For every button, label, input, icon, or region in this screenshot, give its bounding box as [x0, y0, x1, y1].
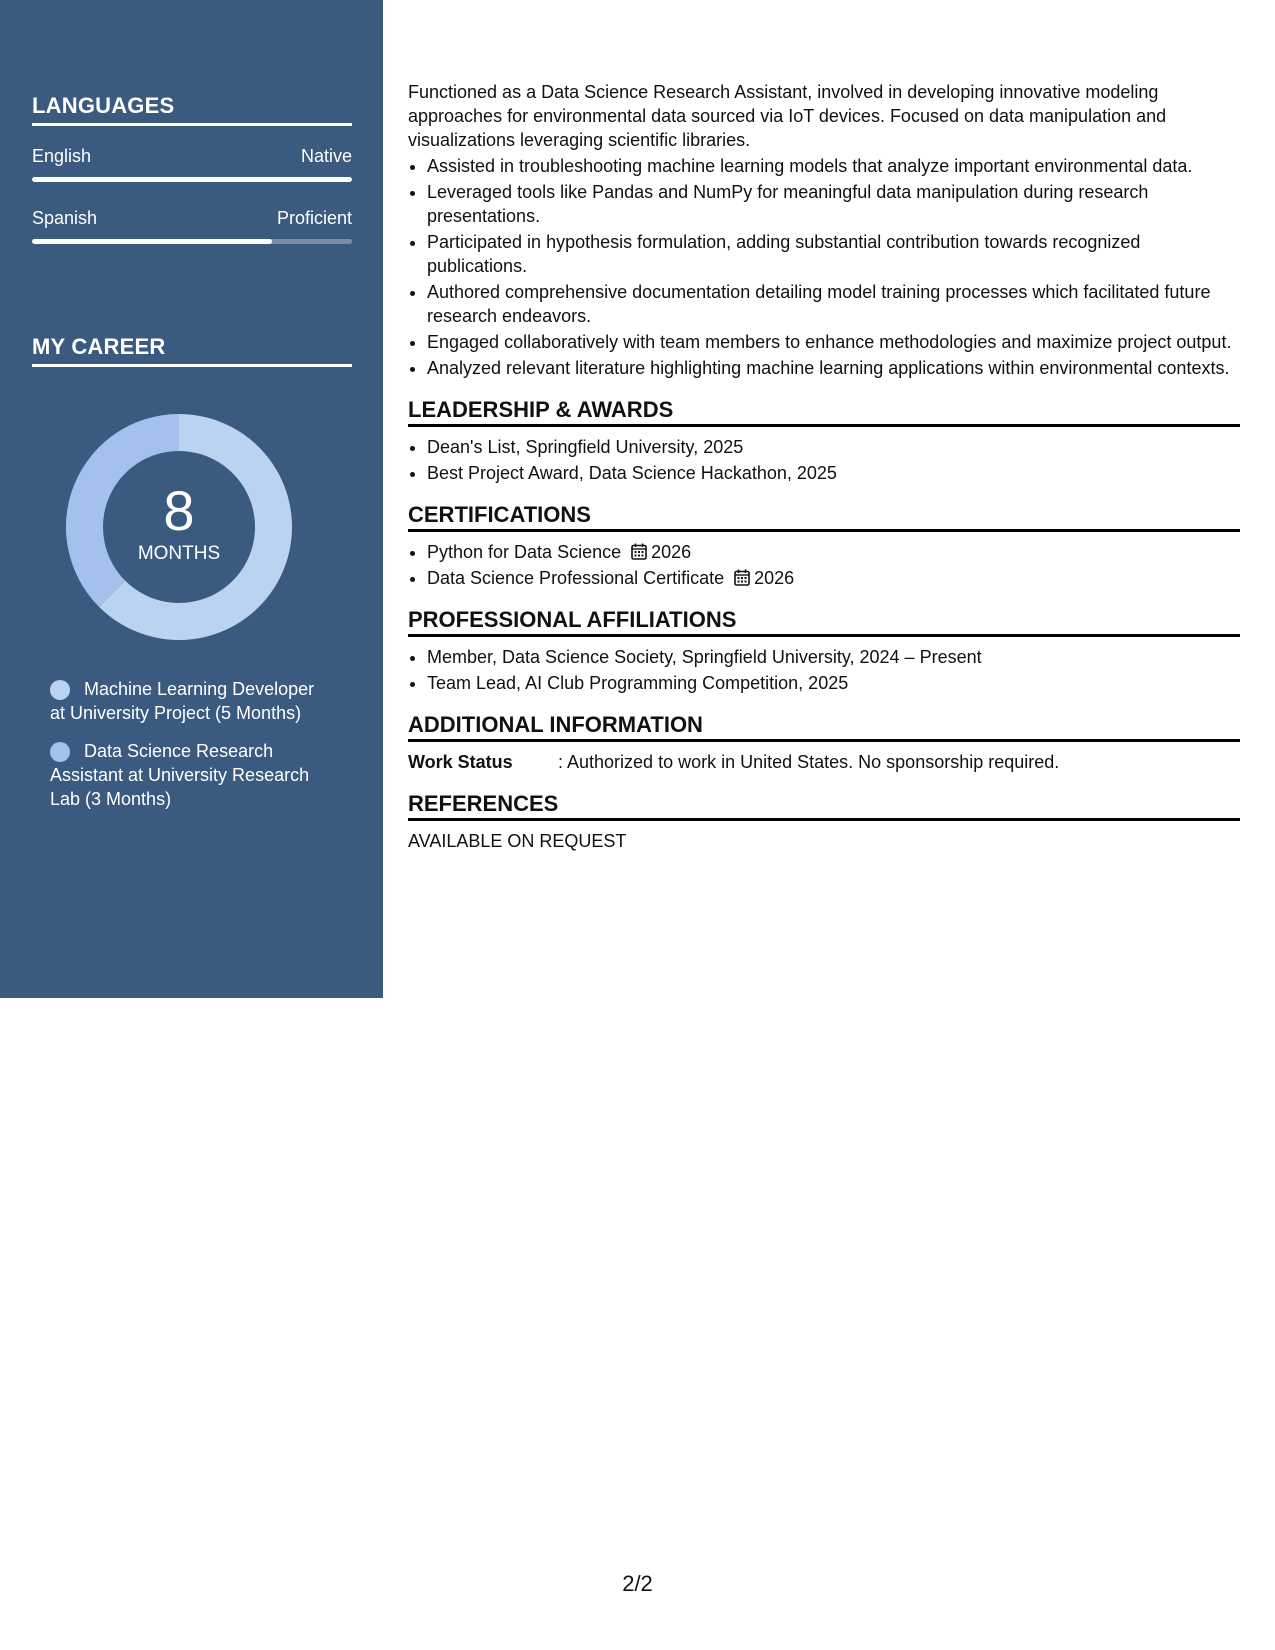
language-proficiency-fill: [32, 177, 352, 182]
affiliation-item: • Member, Data Science Society, Springfield University, 2024 – Present: [427, 645, 1240, 669]
experience-bullet: • Leveraged tools like Pandas and NumPy for meaningful data manipulation during research presentations.: [427, 180, 1240, 228]
awards-list: [408, 435, 1240, 485]
experience-bullets: [408, 154, 1240, 380]
references-text: AVAILABLE ON REQUEST: [408, 831, 627, 851]
language-item: [32, 208, 352, 244]
language-proficiency-bar: [32, 177, 352, 182]
career-legend-item: [50, 677, 330, 725]
certification-year: 2026: [651, 542, 692, 562]
experience-bullet: • Assisted in troubleshooting machine learning models that analyze important environmental data.: [427, 154, 1240, 178]
language-level: Native: [300, 146, 352, 166]
career-donut-chart: [66, 414, 292, 640]
certifications-heading: CERTIFICATIONS: [408, 503, 1240, 532]
main-content: [408, 80, 1240, 853]
certification-name: Data Science Professional Certificate: [427, 568, 725, 588]
sidebar: [0, 0, 383, 998]
career-total-value: 8: [163, 479, 195, 542]
certification-name: Python for Data Science: [427, 542, 622, 562]
language-name: Spanish: [32, 208, 98, 228]
language-proficiency-fill: [32, 239, 272, 244]
award-item: • Dean's List, Springfield University, 2025: [427, 435, 1240, 459]
language-item: [32, 146, 352, 182]
career-legend-label: Machine Learning Developer at University Project (5 Months): [50, 679, 315, 723]
calendar-icon: [734, 569, 750, 586]
experience-bullet: • Engaged collaboratively with team members to enhance methodologies and maximize project output.: [427, 330, 1240, 354]
calendar-icon: [631, 543, 647, 560]
affiliations-list: [408, 645, 1240, 695]
awards-heading: LEADERSHIP & AWARDS: [408, 398, 1240, 427]
experience-summary: Functioned as a Data Science Research Assistant, involved in developing innovative modeling approaches for environmental data sourced via IoT devices. Focused on data manipulation and visualizations leveraging scientific libraries.: [408, 82, 1167, 150]
certification-year: 2026: [754, 568, 795, 588]
certification-item: [427, 540, 1240, 564]
award-item: • Best Project Award, Data Science Hackathon, 2025: [427, 461, 1240, 485]
additional-info-heading: ADDITIONAL INFORMATION: [408, 713, 1240, 742]
languages-heading: LANGUAGES: [32, 93, 352, 126]
career-legend-label: Data Science Research Assistant at University Research Lab (3 Months): [50, 741, 310, 809]
legend-dot-icon: [50, 742, 70, 762]
affiliation-item: • Team Lead, AI Club Programming Competition, 2025: [427, 671, 1240, 695]
work-status-row: [408, 750, 1240, 774]
languages-section: [32, 93, 352, 244]
career-legend-item: [50, 739, 330, 811]
career-section: [32, 334, 352, 367]
language-proficiency-bar: [32, 239, 352, 244]
work-status-value: : Authorized to work in United States. No sponsorship required.: [558, 752, 1060, 772]
career-donut-center: [66, 414, 292, 640]
career-heading: MY CAREER: [32, 334, 352, 367]
page-number: 2/2: [622, 1571, 653, 1596]
experience-bullet: • Analyzed relevant literature highlighting machine learning applications within environmental contexts.: [427, 356, 1240, 380]
affiliations-heading: PROFESSIONAL AFFILIATIONS: [408, 608, 1240, 637]
language-level: Proficient: [276, 208, 352, 228]
certification-item: [427, 566, 1240, 590]
experience-bullet: • Participated in hypothesis formulation, adding substantial contribution towards recognized publications.: [427, 230, 1240, 278]
language-name: English: [32, 146, 92, 166]
references-heading: REFERENCES: [408, 792, 1240, 821]
experience-bullet: • Authored comprehensive documentation detailing model training processes which facilitated future research endeavors.: [427, 280, 1240, 328]
career-legend: [50, 677, 330, 825]
work-status-label: Work Status: [408, 752, 513, 772]
career-total-unit: MONTHS: [137, 543, 221, 564]
legend-dot-icon: [50, 680, 70, 700]
certifications-list: [408, 540, 1240, 590]
